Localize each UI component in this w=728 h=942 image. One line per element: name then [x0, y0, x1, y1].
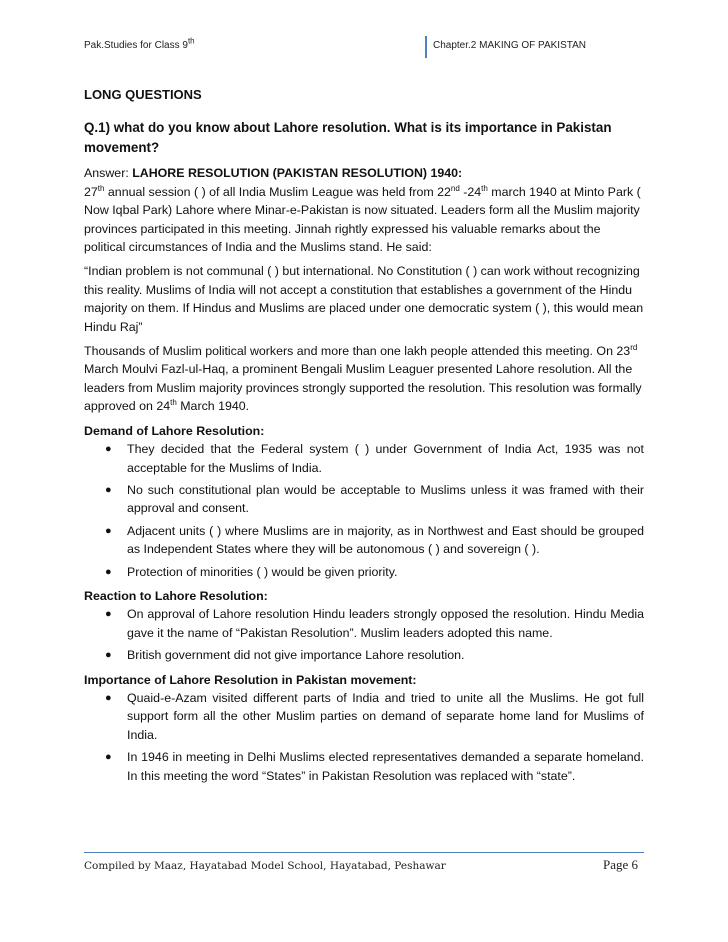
page-number: Page 6: [603, 857, 639, 872]
list-item: ● British government did not give importance Lahore resolution.: [127, 646, 644, 664]
list-item: ● They decided that the Federal system ( ) under Government of India Act, 1935 was not acceptable for the Muslims of India.: [105, 442, 644, 475]
list-item: ● In 1946 in meeting in Delhi Muslims elected representatives demanded a separate homeland. In this meeting the word “States” in Pakistan Resolution was replaced with “state”.: [105, 750, 644, 783]
paragraph-1: 27th annual session ( ) of all India Muslim League was held from 22nd -24th march 1940 at Minto Park ( Now Iqbal Park) Lahore where Minar-e-Pakistan is now situated. Leaders form all the Muslim majority provinces participated in this meeting. Jinnah rightly expressed his valuable remarks about the political circumstances of India and the Muslims stand. He said:: [84, 183, 641, 255]
bullet-icon: ●: [105, 443, 112, 456]
demand-heading: Demand of Lahore Resolution:: [84, 423, 265, 438]
bullet-icon: ●: [105, 524, 112, 537]
bullet-icon: ●: [105, 751, 112, 764]
jinnah-quote: “Indian problem is not communal ( ) but international. No Constitution ( ) can work without recognizing this reality. Muslims of India will not accept a constitution that establishes a government of the Hindu majority on them. If Hindus and Muslims are placed under one democratic system ( ), this would mean Hindu Raj”: [84, 264, 644, 334]
running-header-left: Pak.Studies for Class 9th: [84, 36, 195, 51]
bullet-icon: ●: [105, 691, 112, 704]
reaction-list: [84, 605, 644, 664]
question-heading: Q.1) what do you know about Lahore resolution. What is its importance in Pakistan movement?: [84, 120, 612, 156]
importance-heading: Importance of Lahore Resolution in Pakistan movement:: [84, 672, 417, 687]
list-item: ● Adjacent units ( ) where Muslims are in majority, as in Northwest and East should be grouped as Independent States where they will be autonomous ( ) and sovereign ( ).: [105, 523, 644, 557]
bullet-icon: ●: [105, 608, 112, 621]
answer-heading: Answer: LAHORE RESOLUTION (PAKISTAN RESOLUTION) 1940: 27th annual session ( ) of all India Muslim League was held from 22nd -24th march 1940 at Minto Park ( Now Iqbal Park) Lahore where Minar-e-Pakistan is now situated. Leaders form all the Muslim majority provinces participated in this meeting. Jinnah rightly expressed his valuable remarks about the political circumstances of India and the Muslims stand. He said:: [84, 166, 641, 255]
list-item: ● Protection of minorities ( ) would be given priority.: [127, 563, 644, 581]
footer-credit: Compiled by Maaz, Hayatabad Model School, Hayatabad, Peshawar: [84, 860, 446, 872]
demand-list: [84, 440, 644, 581]
section-title: LONG QUESTIONS: [84, 87, 202, 102]
importance-list: [84, 689, 644, 785]
bullet-icon: ●: [105, 483, 112, 496]
list-item: ● On approval of Lahore resolution Hindu leaders strongly opposed the resolution. Hindu Media gave it the name of “Pakistan Resolution”. Muslim leaders adopted this name.: [105, 607, 644, 640]
bullet-icon: ●: [105, 649, 112, 662]
list-item: ● Quaid-e-Azam visited different parts of India and tried to unite all the Muslims. He got full support form all the other Muslim parties on demand of separate home land for Muslims of India.: [105, 690, 644, 742]
document-body: [84, 86, 644, 791]
footer-divider: [84, 852, 644, 853]
list-item: ● No such constitutional plan would be acceptable to Muslims unless it was framed with their approval and consent.: [105, 482, 644, 516]
bullet-icon: ●: [105, 565, 112, 578]
header-accent-bar: [425, 36, 427, 58]
running-header-right: Chapter.2 MAKING OF PAKISTAN: [433, 40, 587, 51]
paragraph-2: Thousands of Muslim political workers and more than one lakh people attended this meeting. On 23rd March Moulvi Fazl-ul-Haq, a prominent Bengali Muslim Leaguer presented Lahore resolution. All the leaders from Muslim majority provinces strongly supported the resolution. This resolution was formally approved on 24th March 1940.: [84, 342, 642, 414]
reaction-heading: Reaction to Lahore Resolution:: [84, 588, 268, 603]
